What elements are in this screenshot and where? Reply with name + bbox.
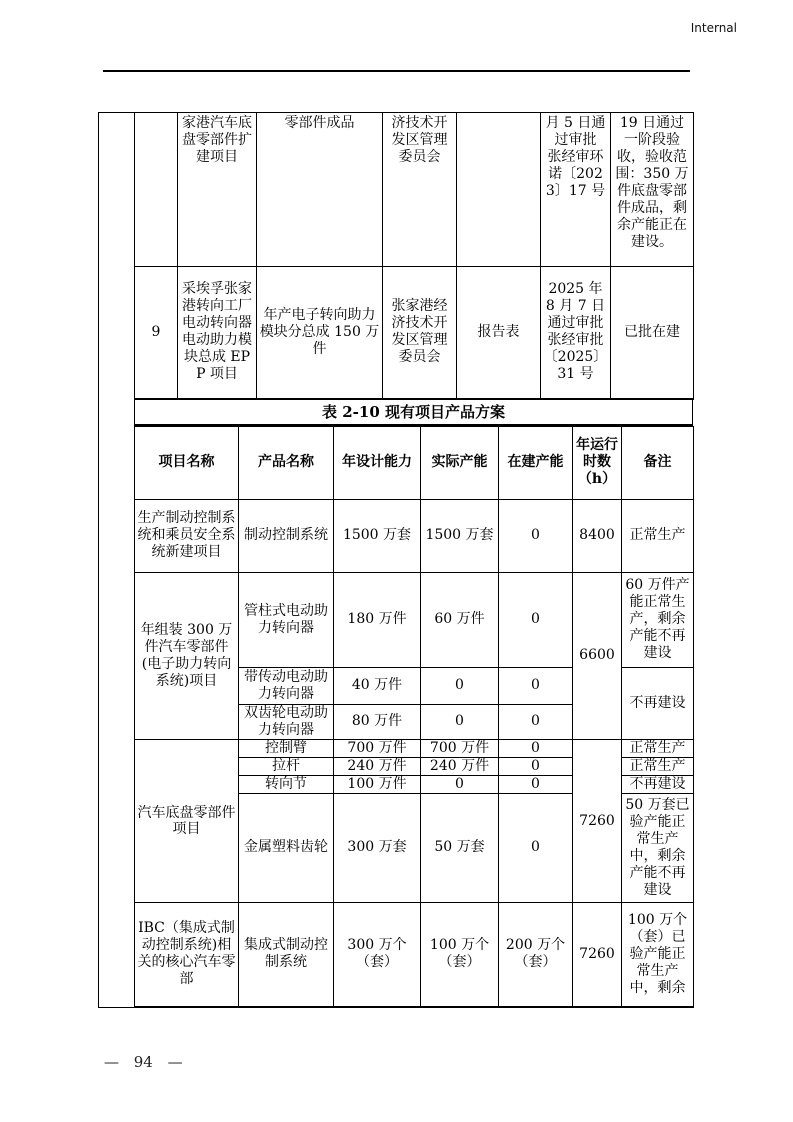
tables-area — [134, 112, 693, 1008]
cell-under-construction: 0 — [499, 757, 573, 775]
cell-project: 年组装 300 万件汽车零部件(电子助力转向系统)项目 — [135, 572, 239, 739]
approval-date: 2025 年 8 月 7 日通过审批 — [545, 281, 606, 332]
cell-under-construction: 0 — [499, 739, 573, 757]
cell-approval-info — [541, 267, 611, 399]
cell-row-number: 9 — [135, 267, 178, 399]
cell-actual: 0 — [421, 667, 499, 704]
cell-approval-authority: 张家港经济技术开发区管理委员会 — [383, 267, 457, 399]
table-header-row — [135, 426, 694, 499]
header-remark: 备注 — [622, 426, 694, 499]
table-row — [135, 739, 694, 757]
cell-design: 300 万个（套） — [334, 902, 421, 1007]
cell-product: 制动控制系统 — [239, 499, 334, 572]
cell-project-name: 家港汽车底盘零部件扩建项目 — [178, 113, 257, 267]
cell-design: 180 万件 — [334, 572, 421, 667]
cell-project: 汽车底盘零部件项目 — [135, 739, 239, 902]
cell-report-type: 报告表 — [457, 267, 541, 399]
header-under-construction: 在建产能 — [499, 426, 573, 499]
page-content — [98, 112, 693, 1008]
table-2-10-title: 表 2-10 现有项目产品方案 — [134, 400, 693, 426]
table-row — [135, 113, 694, 267]
cell-product: 转向节 — [239, 775, 334, 793]
header-project-name: 项目名称 — [135, 426, 239, 499]
outer-left-column — [98, 112, 134, 1008]
cell-remark: 正常生产 — [622, 499, 694, 572]
cell-design: 240 万件 — [334, 757, 421, 775]
cell-project: 生产制动控制系统和乘员安全系统新建项目 — [135, 499, 239, 572]
cell-product: 双齿轮电动助力转向器 — [239, 704, 334, 739]
cell-actual: 0 — [421, 775, 499, 793]
cell-actual: 100 万个（套） — [421, 902, 499, 1007]
approval-number: 张经审批〔2025〕31 号 — [543, 332, 608, 383]
cell-remark: 不再建设 — [622, 667, 694, 739]
table-row — [135, 267, 694, 399]
cell-actual: 50 万套 — [421, 793, 499, 902]
cell-remark: 100 万个（套）已验产能正常生产中，剩余 — [622, 902, 694, 1007]
cell-actual: 1500 万套 — [421, 499, 499, 572]
cell-approval-info — [541, 113, 611, 267]
cell-product: 拉杆 — [239, 757, 334, 775]
cell-under-construction: 0 — [499, 667, 573, 704]
cell-design: 100 万件 — [334, 775, 421, 793]
cell-build-content: 零部件成品 — [257, 113, 383, 267]
cell-under-construction: 0 — [499, 704, 573, 739]
cell-remark: 不再建设 — [622, 775, 694, 793]
cell-row-number — [135, 113, 178, 267]
header-actual-capacity: 实际产能 — [421, 426, 499, 499]
products-table — [134, 426, 694, 1009]
cell-progress-status: 19 日通过一阶段验收，验收范围：350 万件底盘零部件成品，剩余产能正在建设。 — [611, 113, 694, 267]
table-row — [135, 572, 694, 667]
cell-design: 700 万件 — [334, 739, 421, 757]
cell-under-construction: 200 万个（套） — [499, 902, 573, 1007]
page-number: — 94 — — [104, 1053, 183, 1071]
approval-number: 张经审环诺〔2023〕17 号 — [545, 149, 606, 199]
cell-build-content: 年产电子转向助力模块分总成 150 万件 — [257, 267, 383, 399]
cell-project: IBC（集成式制动控制系统)相关的核心汽车零部 — [135, 902, 239, 1007]
header-annual-hours: 年运行时数（h） — [573, 426, 622, 499]
cell-design: 300 万套 — [334, 793, 421, 902]
approval-date: 月 5 日通过审批 — [545, 115, 606, 148]
prior-approvals-table — [134, 112, 694, 400]
cell-under-construction: 0 — [499, 572, 573, 667]
internal-watermark: Internal — [690, 21, 737, 35]
cell-product: 管柱式电动助力转向器 — [239, 572, 334, 667]
table-row — [135, 499, 694, 572]
cell-remark: 正常生产 — [622, 757, 694, 775]
cell-project-name: 采埃孚张家港转向工厂电动转向器电动助力模块总成 EPP 项目 — [178, 267, 257, 399]
cell-report-type — [457, 113, 541, 267]
cell-actual: 60 万件 — [421, 572, 499, 667]
cell-design: 1500 万套 — [334, 499, 421, 572]
cell-remark: 50 万套已验产能正常生产中，剩余产能不再建设 — [622, 793, 694, 902]
cell-approval-authority: 济技术开发区管理委员会 — [383, 113, 457, 267]
cell-actual: 700 万件 — [421, 739, 499, 757]
cell-design: 80 万件 — [334, 704, 421, 739]
cell-annual-hours: 6600 — [573, 572, 622, 739]
cell-under-construction: 0 — [499, 775, 573, 793]
cell-annual-hours: 7260 — [573, 902, 622, 1007]
cell-annual-hours: 8400 — [573, 499, 622, 572]
header-design-capacity: 年设计能力 — [334, 426, 421, 499]
cell-under-construction: 0 — [499, 793, 573, 902]
cell-actual: 240 万件 — [421, 757, 499, 775]
cell-progress-status: 已批在建 — [611, 267, 694, 399]
cell-product: 带传动电动助力转向器 — [239, 667, 334, 704]
cell-design: 40 万件 — [334, 667, 421, 704]
header-product-name: 产品名称 — [239, 426, 334, 499]
cell-actual: 0 — [421, 704, 499, 739]
table-row — [135, 902, 694, 1007]
cell-annual-hours: 7260 — [573, 739, 622, 902]
cell-product: 控制臂 — [239, 739, 334, 757]
cell-under-construction: 0 — [499, 499, 573, 572]
cell-remark: 正常生产 — [622, 739, 694, 757]
cell-remark: 60 万件产能正常生产，剩余产能不再建设 — [622, 572, 694, 667]
header-rule — [103, 70, 690, 72]
cell-product: 金属塑料齿轮 — [239, 793, 334, 902]
cell-product: 集成式制动控制系统 — [239, 902, 334, 1007]
